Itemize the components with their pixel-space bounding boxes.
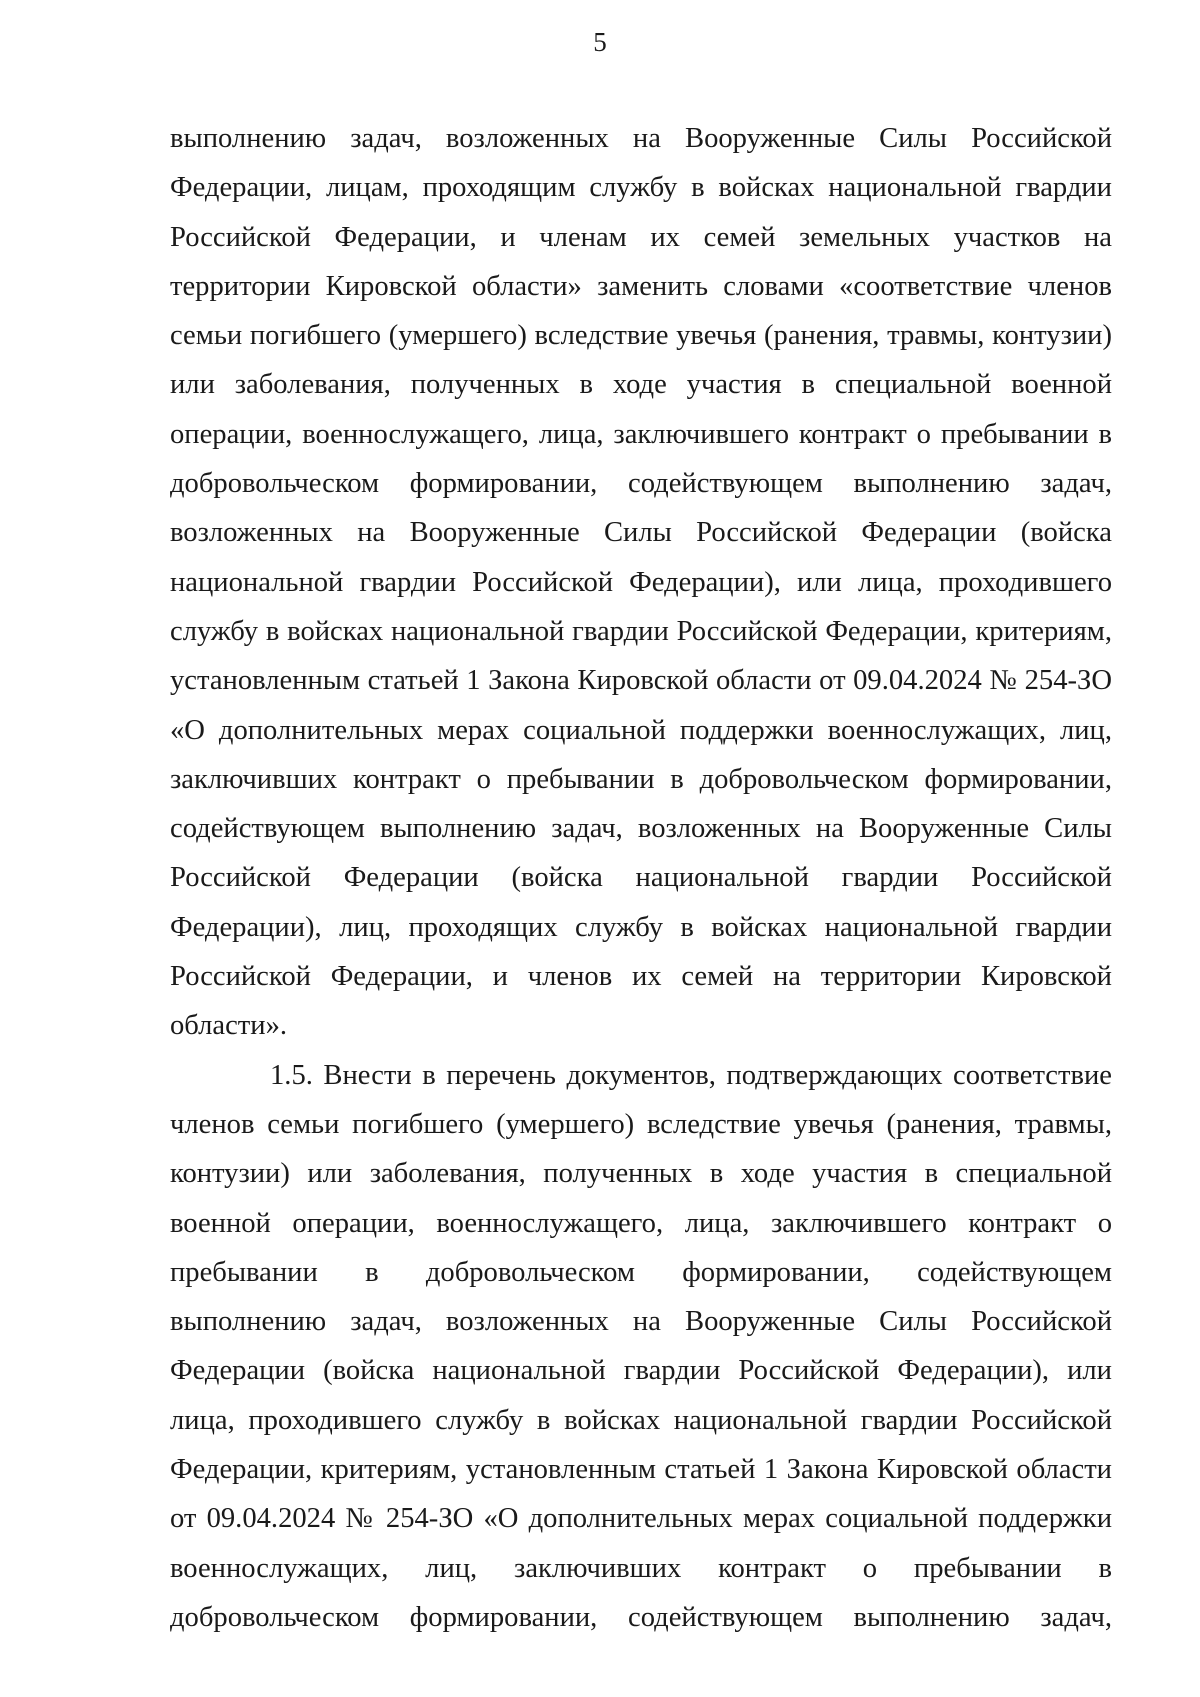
paragraph-continuation: выполнению задач, возложенных на Вооруженные Силы Российской Федерации, лицам, проходящим службу в войсках национальной гвардии Российской Федерации, и членам их семей земельных участков на территории Кировской области» заменить словами «соответствие членов семьи погибшего (умершего) вследствие увечья (ранения, травмы, контузии) или заболевания, полученных в ходе участия в специальной военной операции, военнослужащего, лица, заключившего контракт о пребывании в добровольческом формировании, содействующем выполнению задач, возложенных на Вооруженные Силы Российской Федерации (войска национальной гвардии Российской Федерации), или лица, проходившего службу в войсках национальной гвардии Российской Федерации, критериям, установленным статьей 1 Закона Кировской области от 09.04.2024 № 254-ЗО «О дополнительных мерах социальной поддержки военнослужащих, лиц, заключивших контракт о пребывании в добровольческом формировании, содействующем выполнению задач, возложенных на Вооруженные Силы Российской Федерации (войска национальной гвардии Российской Федерации), лиц, проходящих службу в войсках национальной гвардии Российской Федерации, и членов их семей на территории Кировской области». (170, 123, 1112, 1042)
paragraph-item-1-5: 1.5. Внести в перечень документов, подтверждающих соответствие членов семьи погибшего (умершего) вследствие увечья (ранения, травмы, контузии) или заболевания, полученных в ходе участия в специальной военной операции, военнослужащего, лица, заключившего контракт о пребывании в добровольческом формировании, содействующем выполнению задач, возложенных на Вооруженные Силы Российской Федерации (войска национальной гвардии Российской Федерации), или лица, проходившего службу в войсках национальной гвардии Российской Федерации, критериям, установленным статьей 1 Закона Кировской области от 09.04.2024 № 254-ЗО «О дополнительных мерах социальной поддержки военнослужащих, лиц, заключивших контракт о пребывании в добровольческом формировании, содействующем выполнению задач, (170, 1059, 1112, 1633)
page-number: 5 (593, 27, 607, 57)
document-body (170, 114, 1112, 1642)
